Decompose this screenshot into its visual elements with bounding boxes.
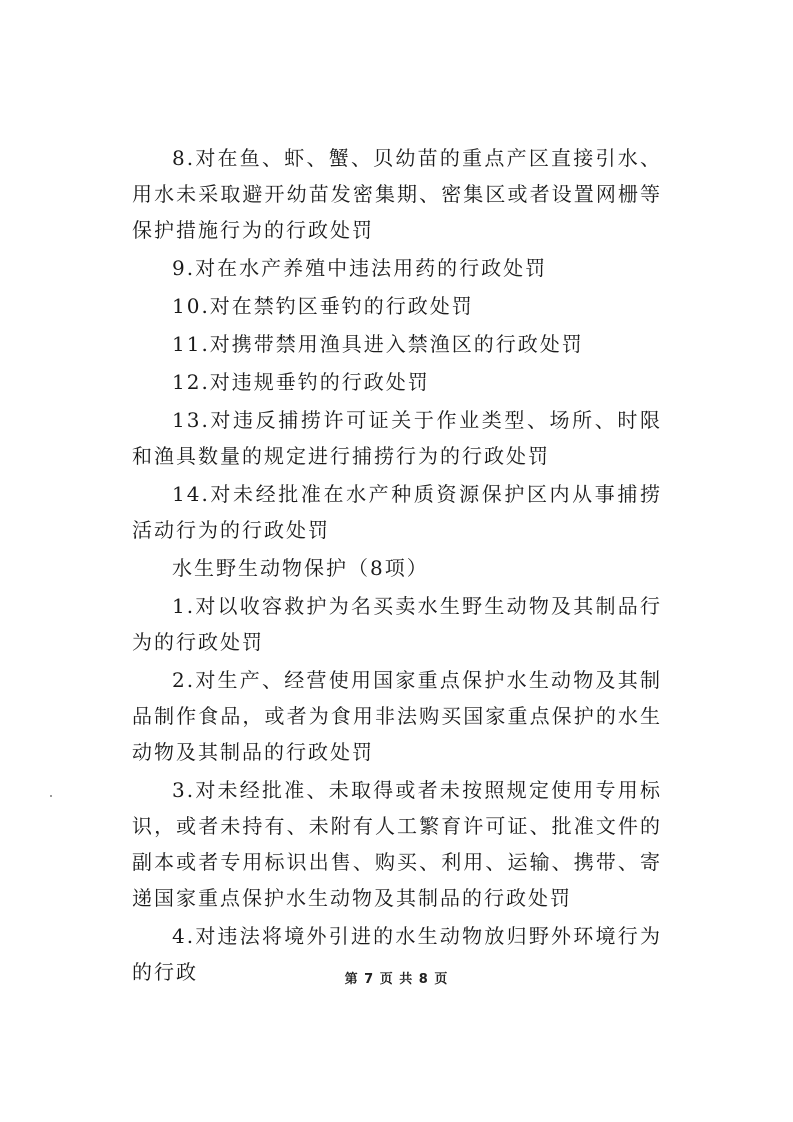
scan-speck [50, 795, 52, 797]
paragraph-item-4: 4.对违法将境外引进的水生动物放归野外环境行为的行政 [132, 924, 662, 984]
section-heading: 水生野生动物保护（8项） [172, 556, 429, 580]
paragraph-item-3: 3.对未经批准、未取得或者未按照规定使用专用标识，或者未持有、未附有人工繁育许可证、批准文件的副本或者专用标识出售、购买、利用、运输、携带、寄递国家重点保护水生动物及其制品的行政处罚 [132, 778, 662, 910]
paragraph-item-14: 14.对未经批准在水产种质资源保护区内从事捕捞活动行为的行政处罚 [132, 482, 662, 542]
paragraph-item-2: 2.对生产、经营使用国家重点保护水生动物及其制品制作食品，或者为食用非法购买国家重点保护的水生动物及其制品的行政处罚 [132, 668, 662, 764]
paragraph-item-1: 1.对以收容救护为名买卖水生野生动物及其制品行为的行政处罚 [132, 594, 662, 654]
paragraph-item-11: 11.对携带禁用渔具进入禁渔区的行政处罚 [172, 332, 584, 356]
paragraph-item-13: 13.对违反捕捞许可证关于作业类型、场所、时限和渔具数量的规定进行捕捞行为的行政处罚 [132, 408, 662, 468]
paragraph-item-9: 9.对在水产养殖中违法用药的行政处罚 [172, 256, 548, 280]
paragraph-item-10: 10.对在禁钓区垂钓的行政处罚 [172, 294, 474, 318]
page-number-text: 第 7 页 共 8 页 [344, 972, 449, 987]
page-footer [0, 968, 793, 987]
paragraph-item-12: 12.对违规垂钓的行政处罚 [172, 370, 430, 394]
paragraph-item-8: 8.对在鱼、虾、蟹、贝幼苗的重点产区直接引水、用水未采取避开幼苗发密集期、密集区或者设置网栅等保护措施行为的行政处罚 [132, 146, 662, 242]
document-body [132, 140, 662, 992]
